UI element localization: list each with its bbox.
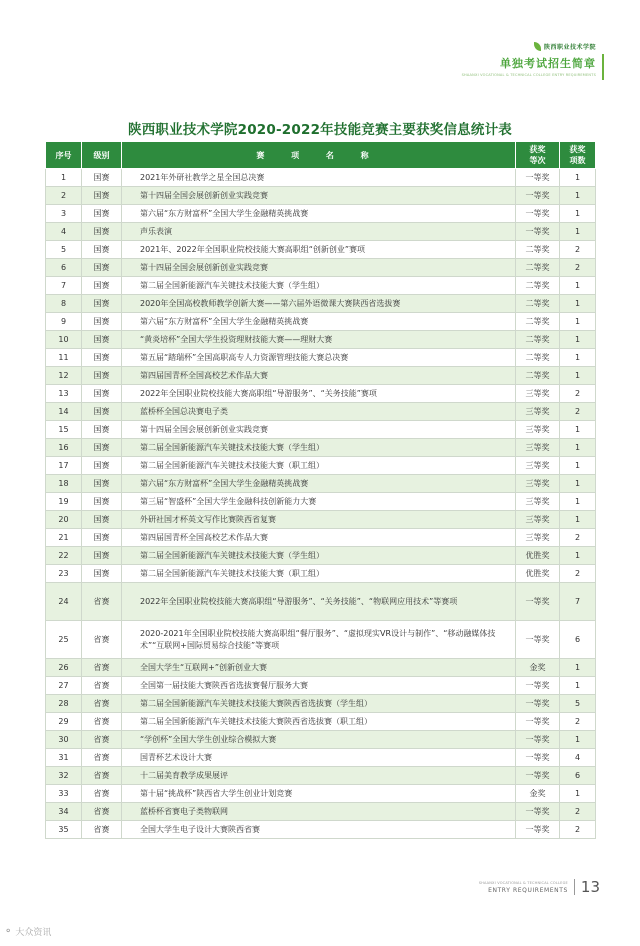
row-count: 1 <box>560 511 596 529</box>
row-index: 7 <box>46 277 82 295</box>
row-index: 28 <box>46 695 82 713</box>
footer-divider <box>574 879 575 895</box>
row-grade: 二等奖 <box>516 367 560 385</box>
row-grade: 一等奖 <box>516 187 560 205</box>
row-grade: 三等奖 <box>516 475 560 493</box>
row-name: 全国大学生电子设计大赛陕西省赛 <box>122 821 516 839</box>
row-name: 第二届全国新能源汽车关键技术技能大赛（学生组） <box>122 277 516 295</box>
row-grade: 三等奖 <box>516 511 560 529</box>
row-name: 2020年全国高校教师教学创新大赛——第六届外语微课大赛陕西省选拔赛 <box>122 295 516 313</box>
row-name: 第六届“东方财富杯”全国大学生金融精英挑战赛 <box>122 313 516 331</box>
row-index: 19 <box>46 493 82 511</box>
table-row <box>46 313 596 331</box>
row-index: 10 <box>46 331 82 349</box>
row-level: 国赛 <box>82 565 122 583</box>
row-count: 5 <box>560 695 596 713</box>
row-level: 国赛 <box>82 295 122 313</box>
row-grade: 三等奖 <box>516 439 560 457</box>
table-row <box>46 731 596 749</box>
row-index: 32 <box>46 767 82 785</box>
row-count: 2 <box>560 259 596 277</box>
row-count: 1 <box>560 223 596 241</box>
row-grade: 一等奖 <box>516 731 560 749</box>
row-grade: 优胜奖 <box>516 565 560 583</box>
footer-title: ENTRY REQUIREMENTS <box>488 886 568 894</box>
row-count: 2 <box>560 821 596 839</box>
table-row <box>46 403 596 421</box>
row-index: 12 <box>46 367 82 385</box>
row-name: 第十四届全国会展创新创业实践竞赛 <box>122 421 516 439</box>
row-level: 国赛 <box>82 187 122 205</box>
table-row <box>46 367 596 385</box>
row-index: 22 <box>46 547 82 565</box>
row-index: 26 <box>46 659 82 677</box>
footer-college: SHAANXI VOCATIONAL & TECHNICAL COLLEGE <box>478 880 568 885</box>
row-count: 1 <box>560 349 596 367</box>
row-count: 4 <box>560 749 596 767</box>
row-level: 国赛 <box>82 511 122 529</box>
row-count: 2 <box>560 529 596 547</box>
table-row <box>46 223 596 241</box>
row-grade: 三等奖 <box>516 403 560 421</box>
row-index: 23 <box>46 565 82 583</box>
row-index: 15 <box>46 421 82 439</box>
table-row <box>46 205 596 223</box>
row-index: 14 <box>46 403 82 421</box>
row-level: 国赛 <box>82 241 122 259</box>
row-grade: 一等奖 <box>516 205 560 223</box>
row-level: 国赛 <box>82 457 122 475</box>
table-row <box>46 767 596 785</box>
table-row <box>46 457 596 475</box>
doc-subtitle: SHAANXI VOCATIONAL & TECHNICAL COLLEGE ENTRY REQUIREMENTS <box>461 73 596 77</box>
row-level: 省赛 <box>82 731 122 749</box>
row-level: 国赛 <box>82 313 122 331</box>
row-count: 1 <box>560 187 596 205</box>
table-row <box>46 295 596 313</box>
row-count: 1 <box>560 475 596 493</box>
row-count: 6 <box>560 767 596 785</box>
table-row <box>46 187 596 205</box>
row-level: 省赛 <box>82 659 122 677</box>
weibo-icon: ⚬ <box>4 926 13 937</box>
row-level: 省赛 <box>82 695 122 713</box>
row-name: 第十四届全国会展创新创业实践竞赛 <box>122 187 516 205</box>
row-index: 17 <box>46 457 82 475</box>
row-grade: 三等奖 <box>516 529 560 547</box>
table-row <box>46 621 596 659</box>
row-count: 2 <box>560 565 596 583</box>
row-index: 24 <box>46 583 82 621</box>
header-name: 赛 项 名 称 <box>122 142 516 169</box>
table-row <box>46 331 596 349</box>
row-count: 2 <box>560 713 596 731</box>
row-count: 2 <box>560 803 596 821</box>
row-level: 国赛 <box>82 223 122 241</box>
row-name: 全国大学生“互联网+”创新创业大赛 <box>122 659 516 677</box>
row-level: 省赛 <box>82 821 122 839</box>
header-grade: 获奖 等次 <box>516 142 560 169</box>
table-row <box>46 475 596 493</box>
row-index: 33 <box>46 785 82 803</box>
row-index: 5 <box>46 241 82 259</box>
row-grade: 一等奖 <box>516 621 560 659</box>
table-body <box>46 169 596 839</box>
row-grade: 一等奖 <box>516 803 560 821</box>
row-count: 1 <box>560 439 596 457</box>
table-row <box>46 169 596 187</box>
row-level: 省赛 <box>82 785 122 803</box>
row-name: 第二届全国新能源汽车关键技术技能大赛（职工组） <box>122 565 516 583</box>
row-name: 第十四届全国会展创新创业实践竞赛 <box>122 259 516 277</box>
row-index: 13 <box>46 385 82 403</box>
row-name: 2022年全国职业院校技能大赛高职组“导游服务”、“关务技能”赛项 <box>122 385 516 403</box>
row-count: 6 <box>560 621 596 659</box>
row-grade: 一等奖 <box>516 583 560 621</box>
row-grade: 一等奖 <box>516 767 560 785</box>
row-name: “学创杯”全国大学生创业综合模拟大赛 <box>122 731 516 749</box>
row-index: 9 <box>46 313 82 331</box>
table-row <box>46 749 596 767</box>
row-index: 29 <box>46 713 82 731</box>
page-footer <box>479 878 600 896</box>
row-count: 1 <box>560 493 596 511</box>
row-level: 国赛 <box>82 493 122 511</box>
row-level: 国赛 <box>82 421 122 439</box>
row-name: 全国第一届技能大赛陕西省选拔赛餐厅服务大赛 <box>122 677 516 695</box>
row-grade: 三等奖 <box>516 385 560 403</box>
row-grade: 一等奖 <box>516 223 560 241</box>
table-row <box>46 565 596 583</box>
table-row <box>46 241 596 259</box>
row-count: 1 <box>560 313 596 331</box>
row-index: 30 <box>46 731 82 749</box>
row-level: 省赛 <box>82 713 122 731</box>
row-level: 省赛 <box>82 749 122 767</box>
row-count: 1 <box>560 295 596 313</box>
table-row <box>46 583 596 621</box>
table-row <box>46 713 596 731</box>
row-level: 国赛 <box>82 367 122 385</box>
row-level: 国赛 <box>82 205 122 223</box>
row-level: 国赛 <box>82 439 122 457</box>
row-count: 1 <box>560 367 596 385</box>
row-count: 1 <box>560 731 596 749</box>
row-grade: 优胜奖 <box>516 547 560 565</box>
row-grade: 金奖 <box>516 659 560 677</box>
row-name: 2022年全国职业院校技能大赛高职组“导游服务”、“关务技能”、“物联网应用技术”等赛项 <box>122 583 516 621</box>
row-grade: 一等奖 <box>516 749 560 767</box>
table-row <box>46 493 596 511</box>
row-name: 第三届“智盛杯”全国大学生金融科技创新能力大赛 <box>122 493 516 511</box>
row-count: 1 <box>560 457 596 475</box>
row-count: 1 <box>560 277 596 295</box>
row-count: 7 <box>560 583 596 621</box>
table-row <box>46 803 596 821</box>
row-name: “黄炎培杯”全国大学生投资理财技能大赛——理财大赛 <box>122 331 516 349</box>
row-count: 1 <box>560 785 596 803</box>
leaf-icon <box>534 42 541 51</box>
row-grade: 一等奖 <box>516 695 560 713</box>
row-grade: 金奖 <box>516 785 560 803</box>
table-title: 陕西职业技术学院2020-2022年技能竞赛主要获奖信息统计表 <box>128 122 512 138</box>
row-grade: 一等奖 <box>516 713 560 731</box>
row-index: 25 <box>46 621 82 659</box>
row-index: 16 <box>46 439 82 457</box>
row-name: 2021年外研社教学之星全国总决赛 <box>122 169 516 187</box>
table-row <box>46 349 596 367</box>
college-logo <box>462 42 596 51</box>
header-index: 序号 <box>46 142 82 169</box>
row-count: 1 <box>560 547 596 565</box>
row-index: 6 <box>46 259 82 277</box>
row-index: 20 <box>46 511 82 529</box>
row-level: 国赛 <box>82 529 122 547</box>
row-index: 18 <box>46 475 82 493</box>
row-level: 国赛 <box>82 403 122 421</box>
table-row <box>46 421 596 439</box>
row-name: 第四届国青杯全国高校艺术作品大赛 <box>122 367 516 385</box>
table-header <box>46 142 596 169</box>
row-name: 第二届全国新能源汽车关键技术技能大赛陕西省选拔赛（职工组） <box>122 713 516 731</box>
row-level: 国赛 <box>82 547 122 565</box>
row-name: 第二届全国新能源汽车关键技术技能大赛（学生组） <box>122 547 516 565</box>
row-grade: 一等奖 <box>516 677 560 695</box>
doc-title: 单独考试招生简章 <box>500 57 596 70</box>
row-grade: 二等奖 <box>516 295 560 313</box>
row-name: 第六届“东方财富杯”全国大学生金融精英挑战赛 <box>122 475 516 493</box>
table-row <box>46 511 596 529</box>
row-name: 第五届“踏瑞杯”全国高职高专人力资源管理技能大赛总决赛 <box>122 349 516 367</box>
row-count: 2 <box>560 403 596 421</box>
row-name: 2020-2021年全国职业院校技能大赛高职组“餐厅服务”、“虚拟现实VR设计与制作”、“移动融媒体技术”“互联网+国际贸易综合技能”等赛项 <box>122 621 516 659</box>
row-level: 国赛 <box>82 349 122 367</box>
header-count: 获奖 项数 <box>560 142 596 169</box>
row-index: 8 <box>46 295 82 313</box>
row-index: 35 <box>46 821 82 839</box>
row-index: 34 <box>46 803 82 821</box>
row-name: 第十届“挑战杯”陕西省大学生创业计划竞赛 <box>122 785 516 803</box>
table-row <box>46 659 596 677</box>
row-index: 3 <box>46 205 82 223</box>
page-header <box>462 42 596 77</box>
row-level: 省赛 <box>82 767 122 785</box>
table-row <box>46 695 596 713</box>
row-index: 21 <box>46 529 82 547</box>
row-count: 2 <box>560 241 596 259</box>
row-count: 1 <box>560 659 596 677</box>
row-grade: 二等奖 <box>516 277 560 295</box>
row-level: 省赛 <box>82 621 122 659</box>
row-index: 4 <box>46 223 82 241</box>
row-name: 2021年、2022年全国职业院校技能大赛高职组“创新创业”赛项 <box>122 241 516 259</box>
watermark <box>4 925 51 938</box>
row-name: 声乐表演 <box>122 223 516 241</box>
row-name: 第二届全国新能源汽车关键技术技能大赛陕西省选拔赛（学生组） <box>122 695 516 713</box>
row-name: 第六届“东方财富杯”全国大学生金融精英挑战赛 <box>122 205 516 223</box>
row-name: 十二届美育教学成果展评 <box>122 767 516 785</box>
row-grade: 三等奖 <box>516 421 560 439</box>
awards-table <box>45 141 596 839</box>
table-row <box>46 439 596 457</box>
row-index: 2 <box>46 187 82 205</box>
row-count: 1 <box>560 677 596 695</box>
row-level: 省赛 <box>82 803 122 821</box>
row-name: 国青杯艺术设计大赛 <box>122 749 516 767</box>
row-level: 省赛 <box>82 583 122 621</box>
table-row <box>46 677 596 695</box>
row-name: 蓝桥杯全国总决赛电子类 <box>122 403 516 421</box>
row-index: 1 <box>46 169 82 187</box>
row-grade: 二等奖 <box>516 331 560 349</box>
row-count: 2 <box>560 385 596 403</box>
row-level: 国赛 <box>82 259 122 277</box>
table-row <box>46 259 596 277</box>
row-grade: 三等奖 <box>516 457 560 475</box>
row-index: 31 <box>46 749 82 767</box>
college-name: 陕西职业技术学院 <box>543 44 596 51</box>
row-count: 1 <box>560 331 596 349</box>
page-number: 13 <box>580 878 600 896</box>
header-level: 级别 <box>82 142 122 169</box>
row-level: 国赛 <box>82 277 122 295</box>
row-grade: 二等奖 <box>516 259 560 277</box>
row-level: 国赛 <box>82 169 122 187</box>
row-level: 国赛 <box>82 385 122 403</box>
row-count: 1 <box>560 169 596 187</box>
header-accent-bar <box>602 54 604 80</box>
table-row <box>46 385 596 403</box>
row-grade: 一等奖 <box>516 169 560 187</box>
row-name: 第二届全国新能源汽车关键技术技能大赛（学生组） <box>122 439 516 457</box>
row-name: 外研社国才杯英文写作比赛陕西省复赛 <box>122 511 516 529</box>
table-row <box>46 529 596 547</box>
row-name: 第四届国青杯全国高校艺术作品大赛 <box>122 529 516 547</box>
row-grade: 二等奖 <box>516 241 560 259</box>
row-name: 第二届全国新能源汽车关键技术技能大赛（职工组） <box>122 457 516 475</box>
watermark-text: 大众资讯 <box>15 928 52 938</box>
row-level: 国赛 <box>82 331 122 349</box>
row-level: 国赛 <box>82 475 122 493</box>
row-count: 1 <box>560 205 596 223</box>
row-grade: 二等奖 <box>516 349 560 367</box>
table-row <box>46 547 596 565</box>
row-count: 1 <box>560 421 596 439</box>
table-row <box>46 821 596 839</box>
row-grade: 二等奖 <box>516 313 560 331</box>
table-row <box>46 785 596 803</box>
row-grade: 三等奖 <box>516 493 560 511</box>
table-row <box>46 277 596 295</box>
row-grade: 一等奖 <box>516 821 560 839</box>
row-index: 27 <box>46 677 82 695</box>
row-name: 蓝桥杯省赛电子类物联网 <box>122 803 516 821</box>
row-level: 省赛 <box>82 677 122 695</box>
row-index: 11 <box>46 349 82 367</box>
